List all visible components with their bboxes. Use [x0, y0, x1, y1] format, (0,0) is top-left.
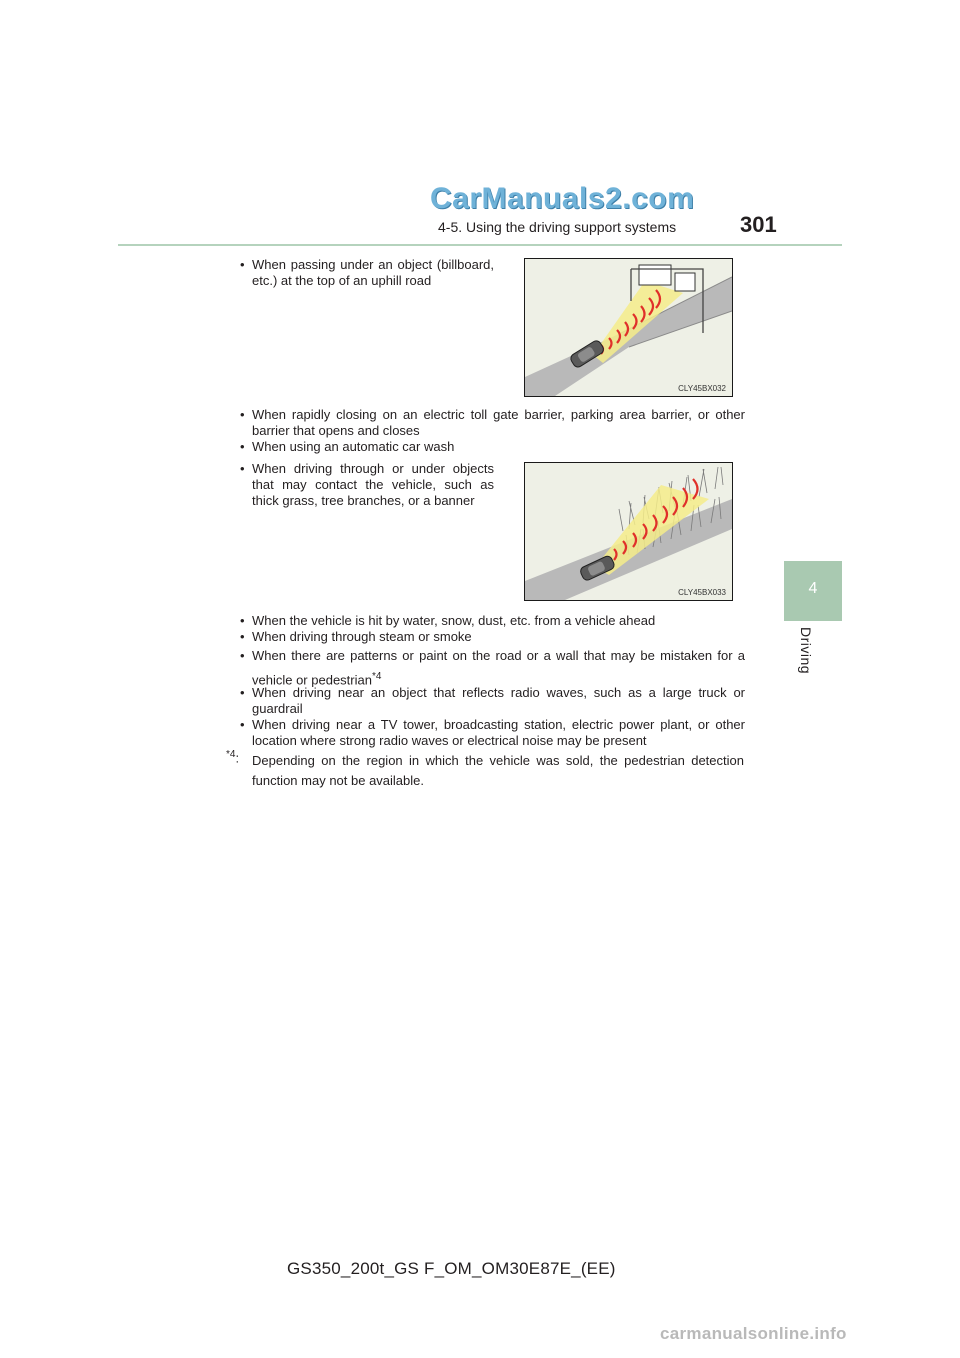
- list-item-text: When driving near an object that reflects radio waves, such as a large truck or guardrail: [252, 685, 745, 716]
- bullet: •: [240, 439, 245, 454]
- header-rule: [118, 244, 842, 246]
- footnote-mark: [226, 749, 239, 765]
- footnote-colon: :: [235, 750, 240, 766]
- bullet: •: [240, 613, 245, 628]
- figure-billboard-uphill: [524, 258, 733, 397]
- list-item: [240, 257, 494, 289]
- bullet: •: [240, 629, 245, 644]
- document-code: GS350_200t_GS F_OM_OM30E87E_(EE): [287, 1259, 616, 1278]
- watermark-top: CarManuals2.com: [430, 182, 695, 215]
- footnote-ref: *4: [371, 671, 382, 682]
- footnote-text: Depending on the region in which the vehicle was sold, the pedestrian detection function may not be available.: [252, 753, 744, 788]
- list-item-text: When driving near a TV tower, broadcasting station, electric power plant, or other location where strong radio waves or electrical noise may be present: [252, 717, 745, 748]
- watermark-bottom: carmanualsonline.info: [660, 1324, 847, 1343]
- list-item: [240, 629, 745, 645]
- list-item: [240, 685, 745, 717]
- figure-grass-branches: [524, 462, 733, 601]
- bullet: •: [240, 257, 245, 272]
- list-item-text: When driving through steam or smoke: [252, 629, 472, 644]
- chapter-label: Driving: [798, 627, 814, 675]
- list-item-text: When passing under an object (billboard, etc.) at the top of an uphill road: [252, 257, 494, 288]
- billboard-illustration: [525, 259, 732, 396]
- list-item: [240, 439, 745, 455]
- figure-code: CLY45BX032: [678, 384, 726, 393]
- grass-illustration: [525, 463, 732, 600]
- bullet: •: [240, 407, 245, 422]
- list-item: [240, 407, 745, 439]
- bullet: •: [240, 685, 245, 700]
- section-title: 4-5. Using the driving support systems: [438, 219, 677, 235]
- footnote-mark-text: *4: [226, 749, 236, 760]
- list-item-text: When there are patterns or paint on the road or a wall that may be mistaken for a vehicle or pedestrian: [252, 648, 745, 688]
- list-item-text: When using an automatic car wash: [252, 439, 455, 454]
- list-item: [240, 717, 745, 749]
- chapter-number: 4: [808, 580, 818, 597]
- page-number: 301: [740, 212, 777, 237]
- list-item: [240, 645, 745, 690]
- bullet: •: [240, 461, 245, 476]
- figure-code: CLY45BX033: [678, 588, 726, 597]
- bullet: •: [240, 717, 245, 732]
- bullet: •: [240, 648, 245, 663]
- list-item-text: When rapidly closing on an electric toll gate barrier, parking area barrier, or other barrier that opens and closes: [252, 407, 745, 438]
- list-item-text-wrap: [240, 645, 745, 690]
- list-item: [240, 613, 745, 629]
- list-item: [240, 461, 494, 509]
- list-item-text: When the vehicle is hit by water, snow, dust, etc. from a vehicle ahead: [252, 613, 656, 628]
- list-item-text: When driving through or under objects that may contact the vehicle, such as thick grass, tree branches, or a banner: [252, 461, 494, 508]
